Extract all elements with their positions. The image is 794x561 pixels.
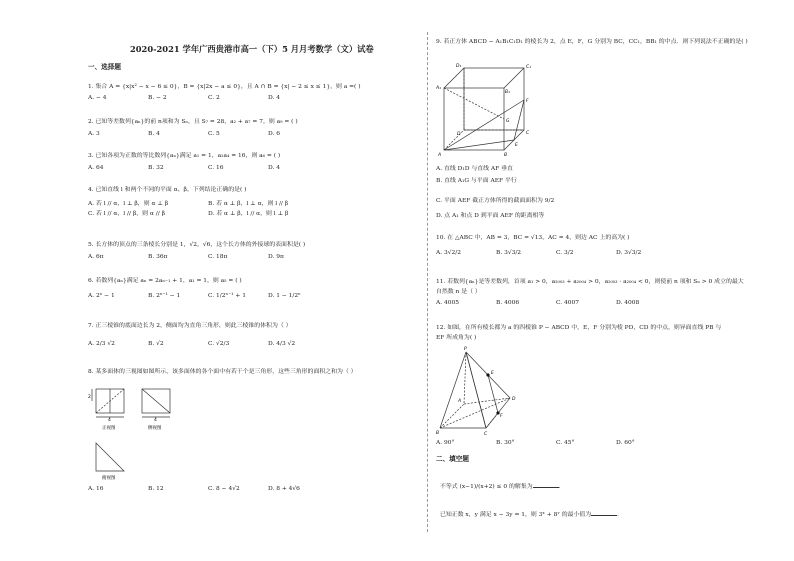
label-g: G (506, 119, 510, 124)
option-a[interactable]: A. 2ⁿ − 1 (88, 293, 115, 299)
three-view-figure (88, 381, 198, 481)
option-a[interactable]: A. 64 (88, 165, 104, 171)
fill-1-text: 不等式 (x−1)/(x+2) ≤ 0 的解集为 (440, 484, 533, 490)
section-heading-choice: 一、选择题 (88, 63, 121, 71)
dim-width-front: 4 (108, 418, 111, 423)
option-c[interactable]: C. 45° (556, 440, 575, 446)
option-c[interactable]: C. 1/2ⁿ⁻¹ + 1 (208, 293, 246, 299)
dim-height: 2 (88, 395, 91, 400)
question-11-cont: 自然数 n 是（ ） (436, 289, 481, 295)
label-f: F (526, 99, 529, 104)
label-e: E (515, 143, 518, 148)
option-d[interactable]: D. 1 − 1/2ⁿ (268, 293, 301, 299)
option-d[interactable]: D. 若 α ⊥ β，l // α，则 l ⊥ β (208, 211, 289, 217)
question-7: 7. 正三棱锥的底面边长为 2，侧面均为直角三角形，则此三棱锥的体积为（ ） (88, 323, 292, 329)
label-c1: C₁ (526, 65, 531, 70)
option-a[interactable]: A. 4005 (436, 300, 459, 306)
answer-blank-1[interactable] (533, 481, 559, 488)
option-a[interactable]: A. 若 l // α，l ⊥ β，则 α ⊥ β (88, 201, 169, 207)
label-p: P (464, 347, 467, 352)
fill-question-1: 不等式 (x−1)/(x+2) ≤ 0 的解集为 ． (440, 481, 565, 491)
question-12: 12. 如图，在所有棱长都为 a 的四棱锥 P − ABCD 中，E，F 分别为棱 PD，CD 的中点，则异面直线 PB 与 (436, 325, 722, 331)
option-c[interactable]: C. 2 (208, 95, 220, 101)
option-c[interactable]: C. 18π (208, 254, 228, 260)
option-c[interactable]: C. 若 l // α，l // β，则 α // β (88, 211, 166, 217)
label-d: D (457, 132, 461, 137)
option-c[interactable]: C. √2/3 (208, 341, 230, 347)
option-c[interactable]: C. 4007 (556, 300, 580, 306)
option-c[interactable]: C. 3/2 (556, 250, 574, 256)
question-3: 3. 已知各项为正数的等比数列{aₙ}满足 a₁ = 1，a₂a₄ = 16，则 a₆ = ( ) (88, 153, 281, 159)
label-b: B (436, 431, 440, 436)
column-divider (427, 32, 428, 532)
option-b[interactable]: B. 4 (148, 131, 160, 137)
option-9a[interactable]: A. 直线 D₁D 与直线 AF 垂直 (436, 166, 513, 172)
question-10: 10. 在 △ABC 中，AB = 3，BC = √13，AC = 4，则边 AC 上的高为( ) (436, 235, 630, 241)
option-d[interactable]: D. 4008 (616, 300, 640, 306)
cube-figure (436, 60, 546, 160)
option-b[interactable]: B. 36π (148, 254, 168, 260)
option-a[interactable]: A. 2/3 √2 (88, 341, 115, 347)
dim-width-side: 4 (154, 418, 157, 423)
option-b[interactable]: B. 30° (496, 440, 515, 446)
answer-blank-2[interactable] (591, 509, 617, 516)
question-6: 6. 若数列{aₙ}满足 aₙ = 2aₙ₋₁ + 1，a₁ = 1，则 a₅ = ( ) (88, 278, 242, 284)
fill-2-text: 已知正数 x，y 满足 x − 3y = 1，则 3ˣ + 8ʸ 的最小值为 (440, 512, 592, 518)
question-8: 8. 某多面体的三视图如图所示，该多面体的各个面中有若干个是三角形，这些三角形的面积之和为（ ） (88, 369, 357, 375)
fill-question-2: 已知正数 x，y 满足 x − 3y = 1，则 3ˣ + 8ʸ 的最小值为 ． (440, 509, 623, 519)
label-f: F (500, 414, 503, 419)
option-a[interactable]: A. 90° (436, 440, 455, 446)
option-b[interactable]: B. 12 (148, 486, 164, 492)
option-b[interactable]: B. 32 (148, 165, 164, 171)
label-front-view: 正视图 (102, 426, 116, 431)
option-9d[interactable]: D. 点 A₁ 和点 D 到平面 AEF 的距离相等 (436, 213, 545, 219)
option-b[interactable]: B. − 2 (148, 95, 167, 101)
label-d1: D₁ (456, 64, 462, 69)
question-2: 2. 已知等差数列{aₙ}的前 n项和为 Sₙ，且 S₇ = 28，a₂ + a₇ = 7，则 a₉ = ( ) (88, 119, 298, 125)
label-top-view: 俯视图 (102, 476, 116, 481)
question-4: 4. 已知直线 l 和两个不同的平面 α、β，下列结论正确的是( ) (88, 187, 247, 193)
option-c[interactable]: C. 5 (208, 131, 220, 137)
option-d[interactable]: D. 3√3/2 (616, 250, 642, 256)
label-b: B (504, 153, 508, 158)
option-d[interactable]: D. 4/3 √2 (268, 341, 296, 347)
label-a: A (438, 153, 442, 158)
question-11: 11. 若数列{aₙ}是等差数列，首项 a₁ > 0，a₂₀₀₃ + a₂₀₀₄ > 0，a₂₀₀₃ · a₂₀₀₄ < 0，则使前 n 项和 Sₙ > 0 成立的最大 (436, 279, 744, 285)
option-a[interactable]: A. 6π (88, 254, 104, 260)
option-d[interactable]: D. 4 (268, 95, 281, 101)
pyramid-figure (436, 344, 526, 436)
question-5: 5. 长方体的顶点的三条棱长分别是 1，√2，√6，这个长方体的外接球的表面积是( ) (88, 242, 306, 248)
label-c: C (526, 131, 530, 136)
option-c[interactable]: C. 16 (208, 165, 224, 171)
question-1: 1. 集合 A = {x|x² − x − 6 ≤ 0}，B = {x|2x − a ≤ 0}，且 A ∩ B = {x| − 2 ≤ x ≤ 1}，则 a =( ) (88, 84, 361, 90)
label-c: C (484, 432, 488, 436)
question-9: 9. 若正方体 ABCD − A₁B₁C₁D₁ 的棱长为 2，点 E，F，G 分别为 BC，CC₁，BB₁ 的中点．则下列说法不正确的是( ) (436, 39, 748, 45)
option-d[interactable]: D. 6 (268, 131, 281, 137)
question-12-cont: EF 所成角为( ) (436, 335, 477, 341)
label-d: D (512, 397, 516, 402)
option-b[interactable]: B. 4006 (496, 300, 520, 306)
option-d[interactable]: D. 9π (268, 254, 284, 260)
option-9c[interactable]: C. 平面 AEF 截正方体所得的截面面积为 9/2 (436, 198, 555, 204)
label-e: E (491, 371, 494, 376)
option-d[interactable]: D. 4 (268, 165, 281, 171)
label-side-view: 侧视图 (148, 426, 162, 431)
label-a: A (458, 399, 462, 404)
option-b[interactable]: B. 若 α ⊥ β，l ⊥ α，则 l // β (208, 201, 289, 207)
option-9b[interactable]: B. 直线 A₁G 与平面 AEF 平行 (436, 178, 517, 184)
option-d[interactable]: D. 60° (616, 440, 635, 446)
option-b[interactable]: B. 2ⁿ⁻¹ − 1 (148, 293, 181, 299)
option-a[interactable]: A. 16 (88, 486, 104, 492)
option-a[interactable]: A. 3√2/2 (436, 250, 461, 256)
label-a1: A₁ (436, 86, 441, 91)
page-title: 2020-2021 学年广西贵港市高一（下）5 月月考数学（文）试卷 (130, 44, 374, 54)
option-c[interactable]: C. 8 − 4√2 (208, 486, 240, 492)
option-a[interactable]: A. − 4 (88, 95, 107, 101)
label-b1: B₁ (505, 90, 510, 95)
option-b[interactable]: B. 3√3/2 (496, 250, 522, 256)
option-d[interactable]: D. 8 + 4√6 (268, 486, 300, 492)
section-heading-fill: 二、填空题 (436, 455, 469, 463)
option-b[interactable]: B. √2 (148, 341, 164, 347)
option-a[interactable]: A. 3 (88, 131, 100, 137)
